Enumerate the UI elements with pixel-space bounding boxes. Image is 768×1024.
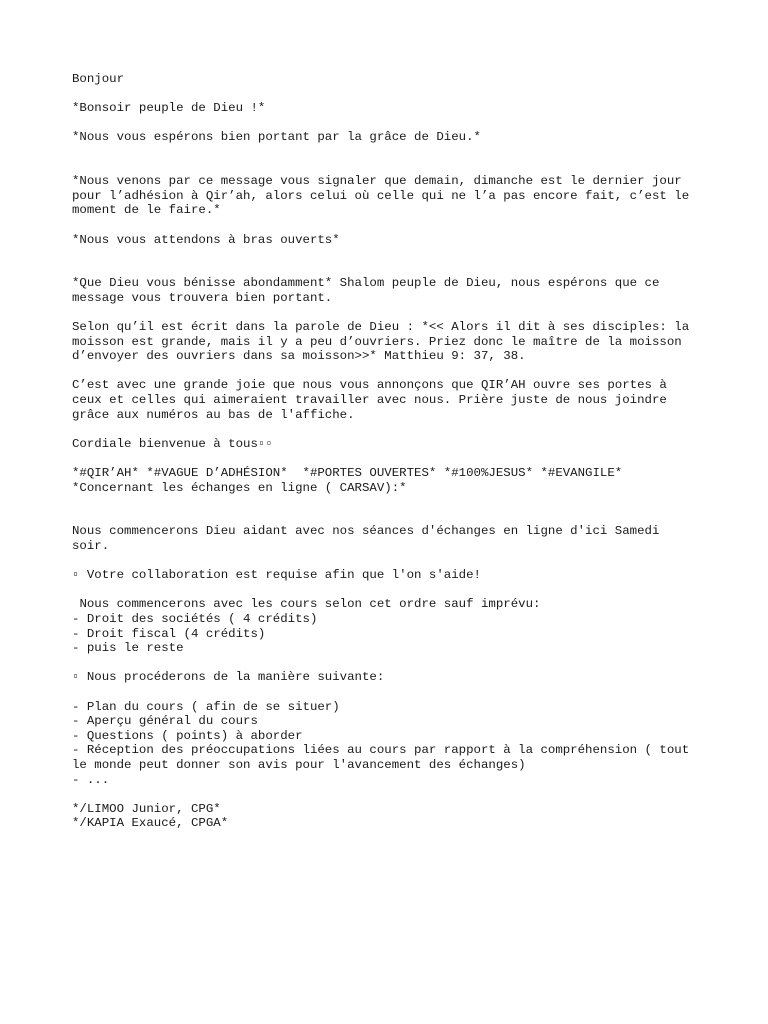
document-line [72, 656, 700, 671]
document-line [72, 247, 700, 262]
document-line: Bonjour [72, 72, 125, 86]
document-line: ▫ Nous procéderons de la manière suivante: [72, 670, 385, 685]
document-line: *Nous venons par ce message vous signaler que demain, dimanche est le dernier jour [72, 174, 682, 189]
document-line: message vous trouvera bien portant. [72, 290, 333, 305]
document-line: pour l’adhésion à Qir’ah, alors celui où celle qui ne l’a pas encore fait, c’est le [72, 188, 690, 203]
document-line: */KAPIA Exaucé, CPGA* [72, 816, 229, 831]
document-line [72, 364, 700, 379]
document-line [72, 583, 700, 598]
document-line: - Aperçu général du cours [72, 714, 258, 729]
document-line [72, 787, 700, 802]
document-body [72, 72, 700, 831]
document-line: soir. [72, 539, 110, 553]
document-line: - puis le reste [72, 641, 184, 656]
document-line [72, 262, 700, 277]
document-line: *Nous vous espérons bien portant par la grâce de Dieu.* [72, 130, 481, 145]
document-line [72, 685, 700, 700]
document-line: grâce aux numéros au bas de l'affiche. [72, 407, 355, 422]
document-line [72, 495, 700, 510]
document-line: Cordiale bienvenue à tous▫▫ [72, 436, 273, 451]
document-line [72, 145, 700, 160]
document-line: *Bonsoir peuple de Dieu !* [72, 101, 266, 116]
document-line: *#QIR’AH* *#VAGUE D’ADHÉSION* *#PORTES OUVERTES* *#100%JESUS* *#EVANGILE* [72, 466, 623, 481]
document-line: */LIMOO Junior, CPG* [72, 801, 221, 816]
document-line [72, 218, 700, 233]
document-line: *Que Dieu vous bénisse abondamment* Shalom peuple de Dieu, nous espérons que ce [72, 276, 660, 291]
document-line: Nous commencerons avec les cours selon cet ordre sauf imprévu: [72, 597, 541, 612]
document-line [72, 116, 700, 131]
document-line [72, 554, 700, 569]
document-line: *Nous vous attendons à bras ouverts* [72, 232, 340, 247]
document-line [72, 510, 700, 525]
document-line: Nous commencerons Dieu aidant avec nos séances d'échanges en ligne d'ici Samedi [72, 524, 660, 539]
document-line [72, 160, 700, 175]
document-line: - Réception des préoccupations liées au cours par rapport à la compréhension ( tout [72, 743, 690, 758]
document-line: moisson est grande, mais il y a peu d’ouvriers. Priez donc le maître de la moisson [72, 334, 682, 349]
document-line: ceux et celles qui aimeraient travailler avec nous. Prière juste de nous joindre [72, 393, 667, 408]
document-line: C’est avec une grande joie que nous vous annonçons que QIR’AH ouvre ses portes à [72, 378, 667, 393]
document-line [72, 306, 700, 321]
document-line [72, 422, 700, 437]
document-line: Selon qu’il est écrit dans la parole de Dieu : *<< Alors il dit à ses disciples: la [72, 320, 690, 335]
document-line: le monde peut donner son avis pour l'avancement des échanges) [72, 757, 526, 772]
document-line: - ... [72, 772, 110, 787]
document-line: - Droit fiscal (4 crédits) [72, 626, 266, 641]
document-line: *Concernant les échanges en ligne ( CARSAV):* [72, 480, 407, 495]
document-line: ▫ Votre collaboration est requise afin que l'on s'aide! [72, 568, 481, 583]
document-line: - Plan du cours ( afin de se situer) [72, 699, 340, 714]
document-line [72, 451, 700, 466]
document-line: moment de le faire.* [72, 203, 221, 218]
document-line: - Questions ( points) à aborder [72, 728, 303, 743]
document-line [72, 87, 700, 102]
document-line: d’envoyer des ouvriers dans sa moisson>>* Matthieu 9: 37, 38. [72, 349, 526, 364]
document-line: - Droit des sociétés ( 4 crédits) [72, 611, 318, 626]
